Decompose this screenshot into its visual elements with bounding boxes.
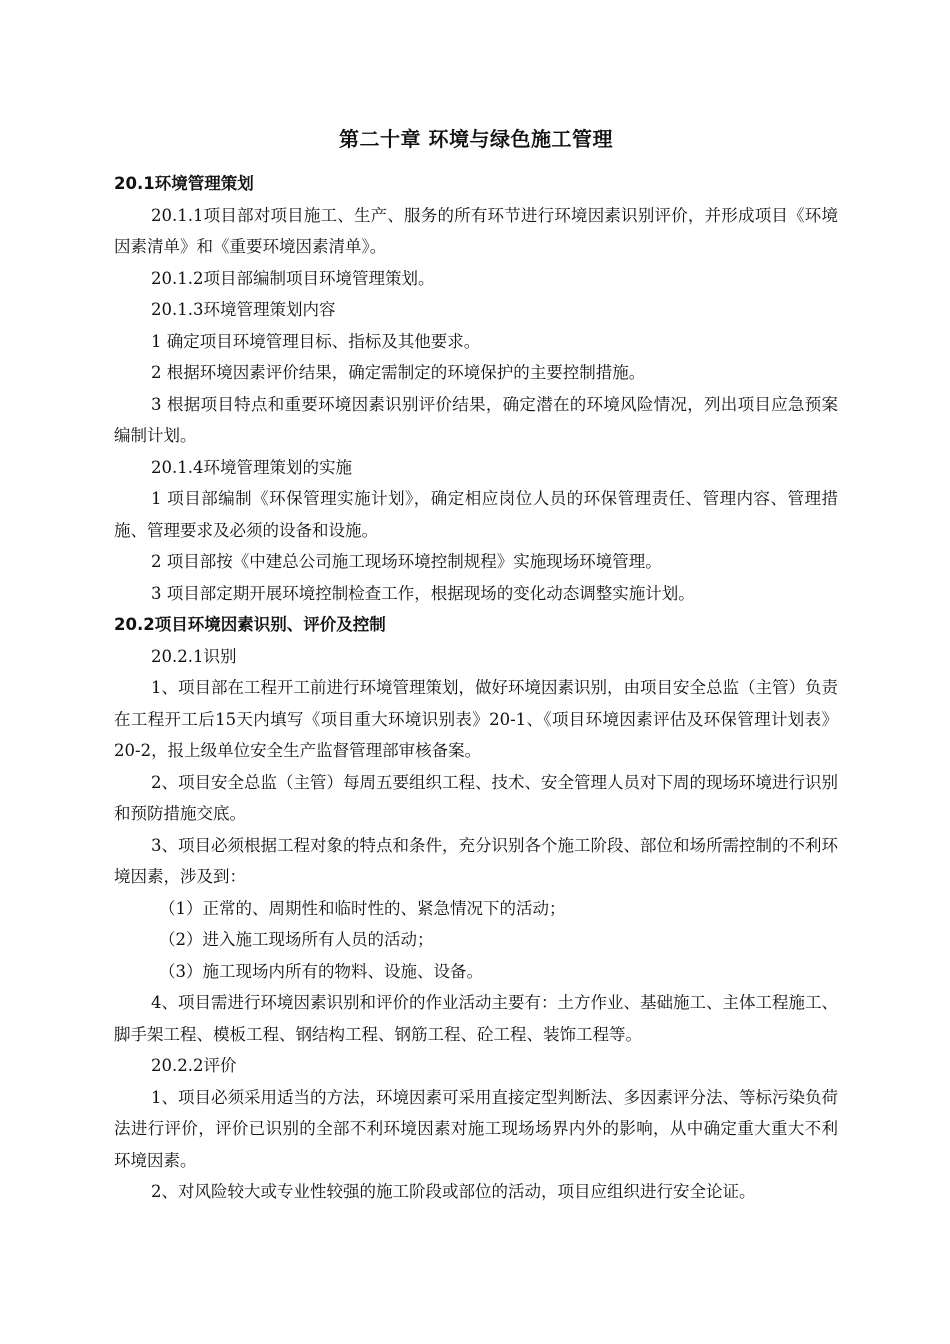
list-item: （2）进入施工现场所有人员的活动；	[159, 930, 434, 949]
paragraph: 1、项目部在工程开工前进行环境管理策划，做好环境因素识别，由项目安全总监（主管）负责在工程开工后15天内填写《项目重大环境识别表》20-1、《项目环境因素评估及环保管理计划表》20-2，报上级单位安全生产监督管理部审核备案。	[114, 678, 838, 760]
section-heading-20-1: 20.1环境管理策划	[114, 174, 254, 193]
list-item: （3）施工现场内所有的物料、设施、设备。	[159, 961, 483, 981]
list-item: （1）正常的、周期性和临时性的、紧急情况下的活动；	[159, 898, 566, 918]
paragraph: 3 项目部定期开展环境控制检查工作，根据现场的变化动态调整实施计划。	[151, 583, 695, 603]
document-page	[114, 120, 838, 1208]
paragraph: 1 项目部编制《环保管理实施计划》，确定相应岗位人员的环保管理责任、管理内容、管理措施、管理要求及必须的设备和设施。	[114, 489, 838, 540]
section-heading-20-2: 20.2项目环境因素识别、评价及控制	[114, 615, 386, 634]
paragraph: 3 根据项目特点和重要环境因素识别评价结果，确定潜在的环境风险情况，列出项目应急预案编制计划。	[114, 394, 838, 445]
paragraph: 3、项目必须根据工程对象的特点和条件，充分识别各个施工阶段、部位和场所需控制的不利环境因素，涉及到：	[114, 835, 838, 886]
chapter-title: 第二十章 环境与绿色施工管理	[339, 127, 613, 151]
paragraph: 20.1.2项目部编制项目环境管理策划。	[151, 268, 435, 288]
paragraph: 20.2.1识别	[151, 646, 237, 666]
paragraph: 20.1.1项目部对项目施工、生产、服务的所有环节进行环境因素识别评价，并形成项目《环境因素清单》和《重要环境因素清单》。	[114, 205, 838, 256]
paragraph: 20.1.4环境管理策划的实施	[151, 457, 352, 477]
paragraph: 20.2.2评价	[151, 1056, 237, 1075]
paragraph: 1、项目必须采用适当的方法，环境因素可采用直接定型判断法、多因素评分法、等标污染负荷法进行评价，评价已识别的全部不利环境因素对施工现场场界内外的影响，从中确定重大重大不利环境因素。	[114, 1087, 838, 1170]
paragraph: 2 根据环境因素评价结果，确定需制定的环境保护的主要控制措施。	[151, 363, 646, 382]
paragraph: 20.1.3环境管理策划内容	[151, 300, 336, 319]
paragraph: 2 项目部按《中建总公司施工现场环境控制规程》实施现场环境管理。	[151, 552, 662, 571]
paragraph: 2、项目安全总监（主管）每周五要组织工程、技术、安全管理人员对下周的现场环境进行识别和预防措施交底。	[114, 772, 838, 823]
paragraph: 4、项目需进行环境因素识别和评价的作业活动主要有：土方作业、基础施工、主体工程施工、脚手架工程、模板工程、钢结构工程、钢筋工程、砼工程、装饰工程等。	[114, 993, 838, 1044]
paragraph: 1 确定项目环境管理目标、指标及其他要求。	[151, 331, 481, 351]
paragraph: 2、对风险较大或专业性较强的施工阶段或部位的活动，项目应组织进行安全论证。	[151, 1182, 756, 1201]
